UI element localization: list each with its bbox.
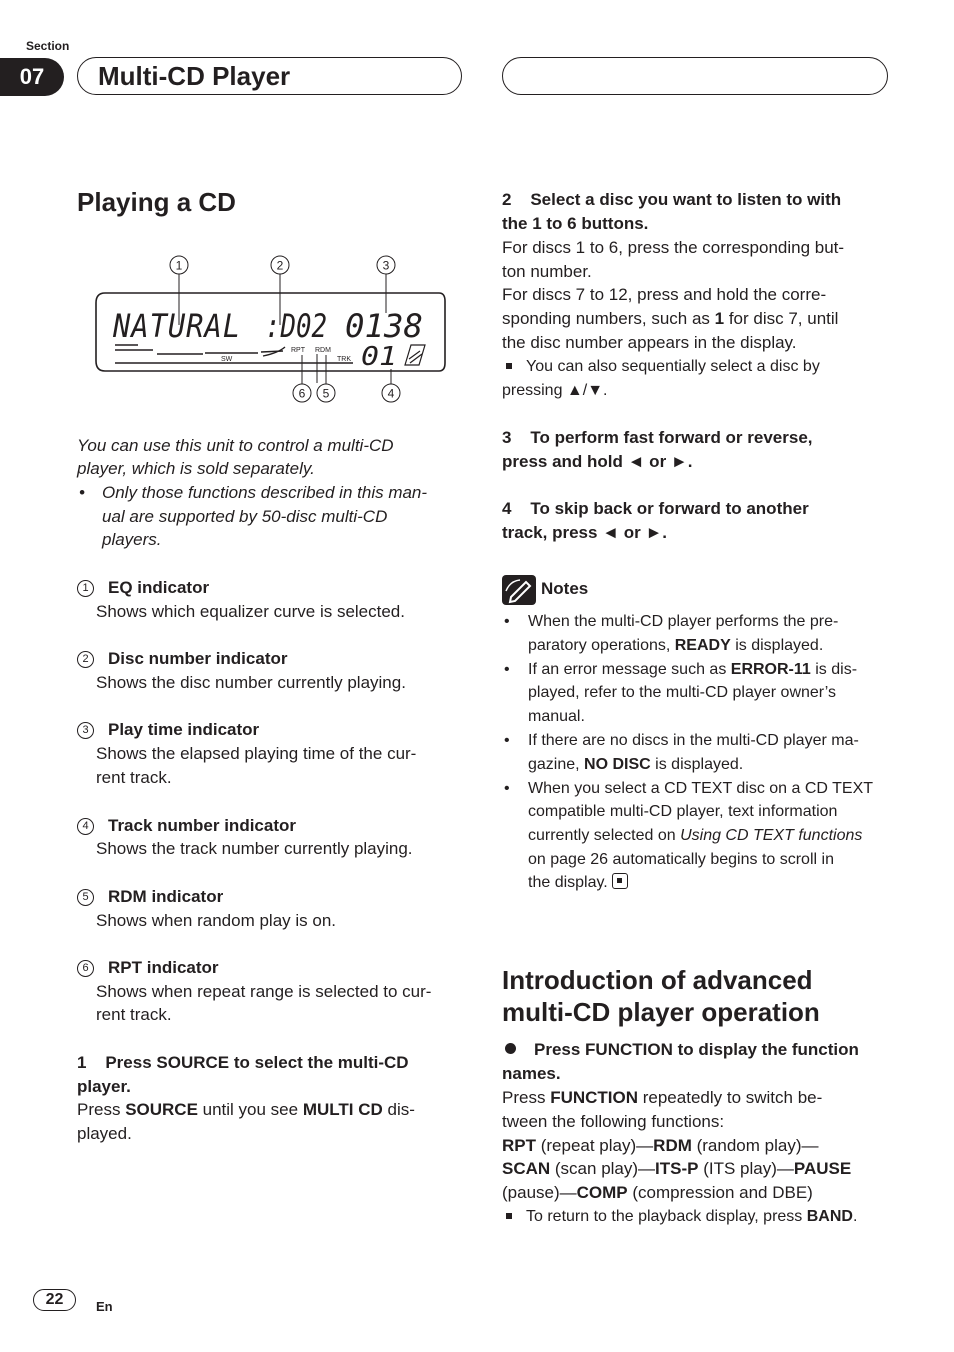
function-body-3: RPT (repeat play)—RDM (random play)— — [502, 1136, 819, 1155]
indicator-time-desc-2: rent track. — [96, 768, 172, 787]
lcd-display-svg — [93, 253, 453, 405]
callout-5 — [317, 355, 335, 402]
callout-4-label: 4 — [387, 386, 395, 401]
indicator-track-title: 4 Track number indicator — [77, 814, 296, 838]
indicator-eq-desc: Shows which equalizer curve is selected. — [96, 602, 405, 621]
note-4-line-3: currently selected on Using CD TEXT functions — [528, 827, 863, 844]
function-body-4: SCAN (scan play)—ITS-P (ITS play)—PAUSE — [502, 1159, 852, 1178]
step2-tip-2: pressing ▲/▼. — [502, 382, 608, 399]
note-4-line-1: When you select a CD TEXT disc on a CD TEXT — [528, 780, 874, 797]
lcd-disc-icon — [405, 345, 425, 365]
function-body-1: Press FUNCTION repeatedly to switch be- — [502, 1088, 823, 1107]
note-3-line-2: gazine, NO DISC is displayed. — [528, 756, 744, 773]
header-empty-frame — [502, 57, 888, 95]
heading-playing-a-cd: Playing a CD — [77, 187, 236, 217]
lcd-text-disc: :D02 — [265, 307, 327, 345]
step2-body-5: the disc number appears in the display. — [502, 333, 797, 352]
indicator-rdm-title: 5 RDM indicator — [77, 885, 223, 909]
intro-bullet-line-2: ual are supported by 50-disc multi-CD — [102, 507, 388, 526]
note-4-line-4: on page 26 automatically begins to scroll in — [528, 851, 834, 868]
note-2-line-3: manual. — [528, 708, 585, 725]
step1-title-2: player. — [77, 1077, 131, 1096]
page-title: Multi-CD Player — [98, 61, 291, 91]
step2-body-1: For discs 1 to 6, press the corresponding but- — [502, 238, 845, 257]
language-label: En — [96, 1299, 113, 1314]
indicator-eq-title: 1 EQ indicator — [77, 576, 209, 600]
step2-title-1: 2 Select a disc you want to listen to with — [502, 190, 842, 209]
step2-body-4: sponding numbers, such as 1 for disc 7, until — [502, 309, 839, 328]
intro-bullet-line-1: Only those functions described in this man- — [102, 483, 428, 502]
callout-2-label: 2 — [276, 258, 284, 273]
section-number-tab: 07 — [0, 58, 64, 96]
end-of-section-icon — [612, 873, 628, 889]
notes-pencil-icon — [502, 575, 536, 605]
intro-bullet-line-3: players. — [102, 530, 162, 549]
step2-title-2: the 1 to 6 buttons. — [502, 214, 649, 233]
step4-title-1: 4 To skip back or forward to another — [502, 499, 809, 518]
note-1-line-2: paratory operations, READY is displayed. — [528, 637, 824, 654]
callout-6-label: 6 — [298, 386, 306, 401]
step2-body-2: ton number. — [502, 262, 592, 281]
function-body-5: (pause)—COMP (compression and DBE) — [502, 1183, 813, 1202]
step2-body-3: For discs 7 to 12, press and hold the corre- — [502, 285, 827, 304]
heading-introduction-line-1: Introduction of advanced — [502, 965, 813, 995]
function-body-2: tween the following functions: — [502, 1112, 725, 1131]
indicator-time-title: 3 Play time indicator — [77, 718, 259, 742]
callout-3-label: 3 — [382, 258, 390, 273]
step1-body-1: Press SOURCE until you see MULTI CD dis- — [77, 1100, 415, 1119]
step2-tip-1: You can also sequentially select a disc by — [502, 355, 820, 379]
callout-1-label: 1 — [175, 258, 183, 273]
indicator-rpt-title: 6 RPT indicator — [77, 956, 219, 980]
note-bullet-3: • — [504, 732, 510, 749]
indicator-time-desc-1: Shows the elapsed playing time of the cur- — [96, 744, 417, 763]
heading-introduction-line-2: multi-CD player operation — [502, 997, 820, 1027]
step3-title-1: 3 To perform fast forward or reverse, — [502, 428, 813, 447]
indicator-rpt-desc-1: Shows when repeat range is selected to cur- — [96, 982, 432, 1001]
callout-6 — [293, 354, 317, 402]
callout-3 — [377, 256, 395, 313]
step4-title-2: track, press ◄ or ►. — [502, 523, 667, 542]
lcd-trk-label: TRK — [337, 356, 351, 363]
note-3-line-1: If there are no discs in the multi-CD player ma- — [528, 732, 859, 749]
note-2-line-1: If an error message such as ERROR-11 is dis- — [528, 661, 858, 678]
lcd-track-number: 01 — [361, 342, 397, 372]
indicator-rpt-desc-2: rent track. — [96, 1005, 172, 1024]
indicator-disc-desc: Shows the disc number currently playing. — [96, 673, 406, 692]
intro-line-2: player, which is sold separately. — [77, 459, 315, 478]
note-2-line-2: played, refer to the multi-CD player owner’s — [528, 684, 836, 701]
note-bullet-4: • — [504, 780, 510, 797]
function-tip: To return to the playback display, press BAND. — [502, 1205, 857, 1229]
step1-body-2: played. — [77, 1124, 132, 1143]
intro-line-1: You can use this unit to control a multi-CD — [77, 436, 394, 455]
function-step-title-1: Press FUNCTION to display the function — [534, 1040, 859, 1059]
lcd-rpt-label: RPT — [291, 347, 305, 354]
note-bullet-2: • — [504, 661, 510, 678]
step1-title-1: 1 Press SOURCE to select the multi-CD — [77, 1053, 409, 1072]
display-illustration — [93, 253, 453, 405]
section-label: Section — [26, 39, 70, 53]
lcd-sw-label: SW — [221, 356, 233, 363]
indicator-rdm-desc: Shows when random play is on. — [96, 911, 337, 930]
indicator-track-desc: Shows the track number currently playing. — [96, 839, 413, 858]
intro-bullet: • — [79, 483, 85, 502]
step3-title-2: press and hold ◄ or ►. — [502, 452, 693, 471]
callout-5-label: 5 — [322, 386, 330, 401]
indicator-disc-title: 2 Disc number indicator — [77, 647, 287, 671]
note-4-line-5: the display. — [528, 871, 628, 895]
lcd-rdm-label: RDM — [315, 347, 331, 354]
lcd-text-time: 0138 — [345, 307, 423, 345]
function-step-title-2: names. — [502, 1064, 561, 1083]
notes-label: Notes — [541, 579, 589, 598]
page-number: 22 — [33, 1289, 76, 1311]
note-4-line-2: compatible multi-CD player, text information — [528, 803, 838, 820]
note-bullet-1: • — [504, 613, 510, 630]
lcd-text-main: NATURAL — [112, 307, 241, 345]
note-1-line-1: When the multi-CD player performs the pre- — [528, 613, 839, 630]
function-step-bullet-icon — [505, 1043, 516, 1054]
callout-4 — [382, 369, 400, 402]
